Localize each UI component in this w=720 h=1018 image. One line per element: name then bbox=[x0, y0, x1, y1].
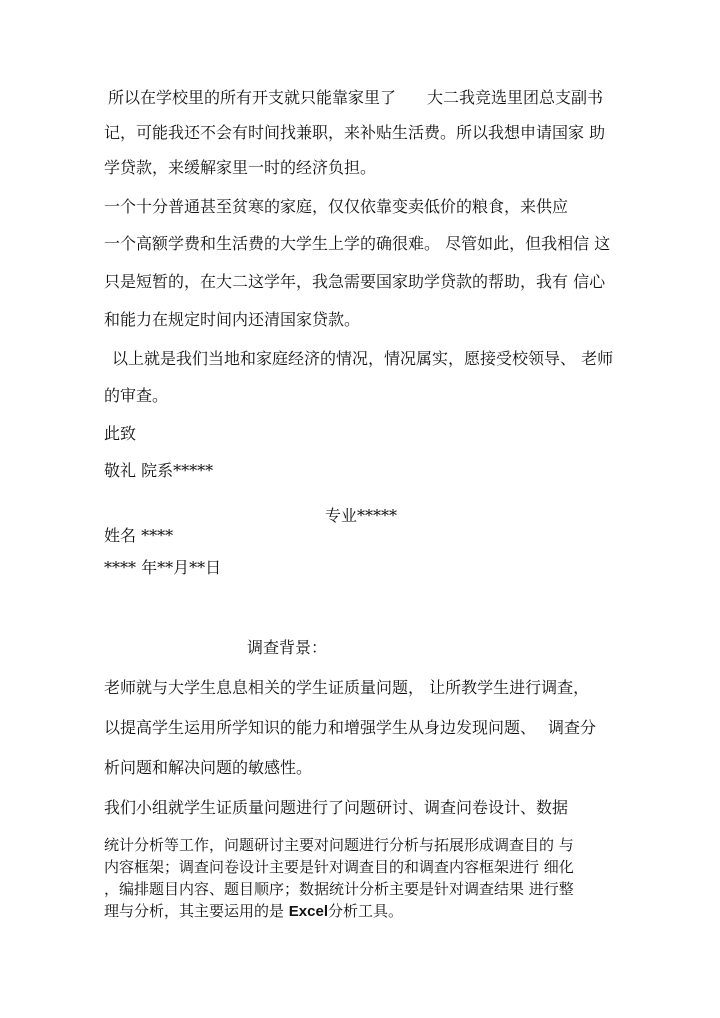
survey-line8-part3: 分析工具。 bbox=[327, 902, 403, 920]
para2-line4: 和能力在规定时间内还清国家贷款。 bbox=[104, 310, 361, 329]
survey-line7: ，编排题目内容、题目顺序；数据统计分析主要是针对调查结果 进行整 bbox=[104, 880, 574, 898]
survey-line6: 内容框架；调查问卷设计主要是针对调查目的和调查内容框架进行 细化 bbox=[104, 858, 574, 876]
para3-line1: 以上就是我们当地和家庭经济的情况，情况属实，愿接受校领导、 老师 bbox=[112, 349, 614, 368]
closing-jingli-department: 敬礼 院系***** bbox=[104, 461, 214, 480]
para2-line3: 只是短暂的，在大二这学年，我急需要国家助学贷款的帮助，我有 信心 bbox=[104, 272, 606, 291]
para1-line2: 记，可能我还不会有时间找兼职，来补贴生活费。所以我想申请国家 助 bbox=[104, 123, 606, 142]
survey-line5: 统计分析等工作，问题研讨主要对问题进行分析与拓展形成调查目的 与 bbox=[104, 836, 574, 854]
closing-date: **** 年**月**日 bbox=[104, 558, 222, 577]
survey-line2b: 调查分 bbox=[548, 718, 597, 737]
para1-line3: 学贷款，来缓解家里一时的经济负担。 bbox=[104, 158, 377, 177]
survey-line4: 我们小组就学生证质量问题进行了问题研讨、调查问卷设计、数据 bbox=[104, 798, 569, 817]
closing-cizhi: 此致 bbox=[104, 424, 137, 443]
survey-line8 bbox=[104, 900, 403, 923]
survey-line8-part1: 理与分析，其主要运用的是 bbox=[104, 902, 289, 920]
para1-line1b: 大二我竞选里团总支副书 bbox=[427, 88, 604, 107]
survey-line8-excel: Excel bbox=[288, 903, 328, 920]
closing-name: 姓名 **** bbox=[104, 526, 174, 545]
closing-major: 专业***** bbox=[325, 506, 398, 525]
para1-line1a: 所以在学校里的所有开支就只能靠家里了 bbox=[108, 88, 397, 107]
para2-line2: 一个高额学费和生活费的大学生上学的确很难。 尽管如此，但我相信 这 bbox=[104, 234, 611, 253]
para2-line1: 一个十分普通甚至贫寒的家庭，仅仅依靠变卖低价的粮食，来供应 bbox=[104, 197, 569, 216]
para3-line2: 的审查。 bbox=[104, 386, 169, 405]
survey-line1: 老师就与大学生息息相关的学生证质量问题， 让所教学生进行调查， bbox=[104, 678, 590, 697]
survey-line2a: 以提高学生运用所学知识的能力和增强学生从身边发现问题、 bbox=[104, 718, 537, 737]
survey-line3: 析问题和解决问题的敏感性。 bbox=[104, 758, 313, 777]
survey-heading: 调查背景： bbox=[247, 638, 328, 657]
